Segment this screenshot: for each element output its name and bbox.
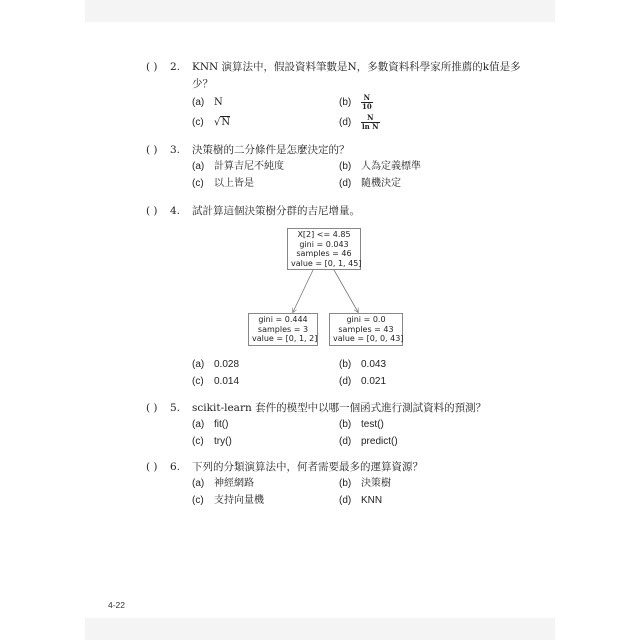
node-line: value = [0, 0, 43] [333,334,404,343]
option-label: (c) [192,495,204,506]
question-number: 4. [170,205,181,217]
option-c [192,375,239,389]
option-b [339,94,373,111]
option-label: (b) [339,419,352,430]
question-number: 6. [170,461,181,473]
question-4 [146,204,360,218]
tree-node-root [287,228,361,270]
node-line: gini = 0.043 [299,239,349,249]
answer-blank: ( ) [146,402,158,414]
option-c [192,494,264,508]
option-c [192,435,232,449]
option-label: (d) [339,178,352,189]
answer-blank: ( ) [146,461,158,473]
question-5 [146,401,486,415]
question-number: 5. [170,402,181,414]
question-text: scikit-learn 套件的模型中以哪一個函式進行測試資料的預測？ [192,402,487,414]
option-d [339,177,401,191]
option-value: 隨機決定 [361,178,401,189]
option-value: 計算吉尼不純度 [214,161,284,172]
option-value: 人為定義標準 [361,161,421,172]
option-value: 神經網路 [214,478,254,489]
option-d [339,435,398,449]
page-number: 4-22 [108,600,126,610]
answer-blank: ( ) [146,205,158,217]
option-c [192,177,254,191]
option-label: (b) [339,161,352,172]
option-a [192,358,239,372]
option-label: (c) [192,436,204,447]
option-label: (b) [339,478,352,489]
option-label: (a) [192,359,205,370]
tree-node-left [248,313,318,346]
fraction [361,94,373,111]
question-number: 2. [170,61,181,73]
option-b [339,160,421,174]
question-text: KNN 演算法中，假設資料筆數是N，多數資料科學家所推薦的k值是多 [192,61,521,73]
node-line: samples = 46 [296,249,352,258]
question-6 [146,460,423,474]
question-text: 下列的分類演算法中，何者需要最多的運算資源？ [192,461,423,473]
option-value: test() [361,419,384,430]
option-label: (a) [192,478,205,489]
bottom-margin-band [85,618,555,640]
option-value: 以上皆是 [214,178,254,189]
numerator: N [361,94,373,103]
option-label: (c) [192,117,204,128]
option-value: 0.028 [214,359,240,370]
option-value: 0.043 [361,359,387,370]
option-value: 0.014 [214,376,240,387]
edge-right [334,270,358,312]
square-root [214,116,230,128]
option-d [339,375,386,389]
question-text-continued: 少？ [192,78,213,90]
option-value: 決策樹 [361,478,391,489]
option-label: (a) [192,97,205,108]
option-value: fit() [214,419,229,430]
option-c [192,116,230,130]
question-text: 決策樹的二分條件是怎麼決定的？ [192,144,350,156]
option-label: (d) [339,436,352,447]
option-a [192,96,223,110]
fraction [361,114,380,131]
decision-tree-diagram [240,222,410,352]
tree-node-right [329,313,403,346]
option-label: (a) [192,161,205,172]
node-line: X[2] <= 4.85 [297,230,351,239]
denominator: 10 [362,102,372,111]
option-a [192,418,228,432]
option-value: 支持向量機 [214,495,264,506]
option-label: (d) [339,117,352,129]
sqrt-symbol: √ [214,117,221,128]
option-d [339,114,380,131]
option-value: predict() [361,436,398,447]
node-line: value = [0, 1, 2] [252,334,318,343]
option-value: 0.021 [361,376,387,387]
node-line: gini = 0.444 [258,315,308,324]
option-label: (b) [339,359,352,370]
question-number: 3. [170,144,181,156]
numerator: N [361,114,380,123]
option-label: (a) [192,419,205,430]
option-label: (c) [192,178,204,189]
answer-blank: ( ) [146,61,158,73]
option-b [339,477,391,491]
option-label: (c) [192,376,204,387]
node-line: value = [0, 1, 45] [291,258,362,268]
option-label: (b) [339,97,352,109]
node-line: samples = 43 [338,324,394,334]
node-line: samples = 3 [257,324,309,334]
denominator: ln N [362,122,379,131]
answer-blank: ( ) [146,144,158,156]
top-margin-band [85,0,555,22]
option-d [339,494,382,508]
question-3 [146,143,350,157]
question-2 [146,60,521,74]
option-a [192,160,284,174]
edge-left [293,270,313,312]
option-label: (d) [339,376,352,387]
option-b [339,358,386,372]
option-value: KNN [361,495,383,506]
option-value: try() [214,436,232,447]
node-line: gini = 0.0 [346,315,386,324]
option-value: N [214,97,223,108]
question-text: 試計算這個決策樹分群的吉尼增量。 [192,205,360,217]
radicand: N [221,117,231,128]
option-a [192,477,254,491]
option-label: (d) [339,495,352,506]
option-b [339,418,384,432]
